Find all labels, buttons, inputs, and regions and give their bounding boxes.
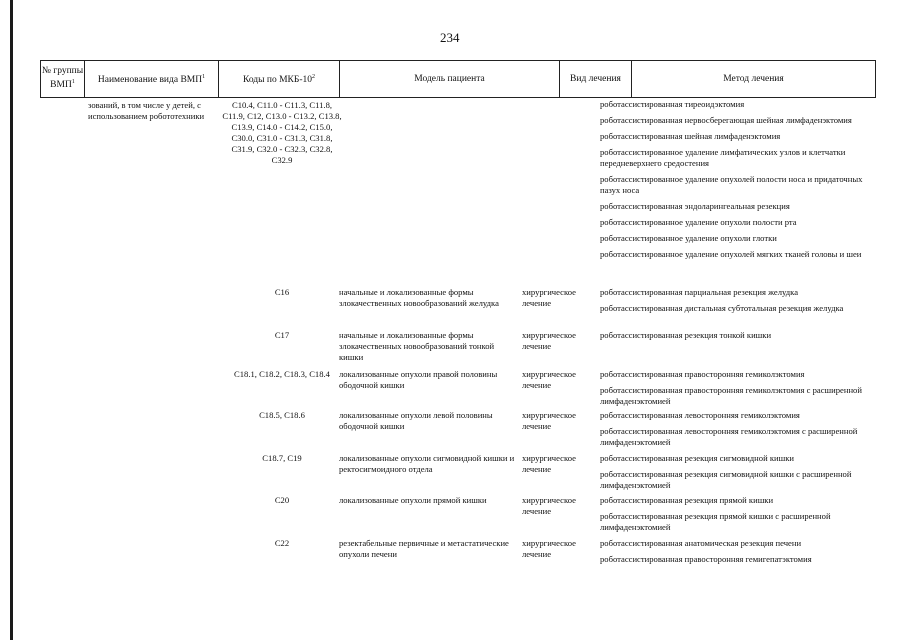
method-item: роботассистированная правосторонняя гемигепатэктомия bbox=[600, 554, 812, 564]
header-codes: Коды по МКБ-$10^2$ bbox=[218, 61, 339, 97]
method-list bbox=[600, 453, 870, 496]
method-list bbox=[600, 287, 870, 319]
header-model: Модель пациента bbox=[339, 61, 559, 97]
codes-continuation: C10.4, C11.0 - C11.3, C11.8, C11.9, C12, C13.0 - C13.2, C13.8, C13.9, C14.0 - C14.2, C15.0, C30.0, C31.0 - C31.3, C31.8, C31.9, C32.0 - C32.3, C32.8, C32.9 bbox=[222, 100, 342, 165]
icd-code: C18.1, C18.2, C18.3, C18.4 bbox=[234, 369, 330, 379]
method-item: роботассистированная левосторонняя гемиколэктомия с расширенной лимфаденэктомией bbox=[600, 426, 858, 447]
header-method: Метод лечения bbox=[631, 61, 876, 97]
treatment-type: хирургическое лечение bbox=[522, 453, 576, 474]
method-list bbox=[600, 330, 870, 346]
icd-code: C17 bbox=[274, 330, 290, 340]
method-item: роботассистированная резекция тонкой кишки bbox=[600, 330, 772, 340]
method-item: роботассистированная резекция сигмовидной кишки bbox=[600, 453, 794, 463]
patient-model: начальные и локализованные формы злокачественных новообразований желудка bbox=[339, 287, 499, 308]
method-item: роботассистированная парциальная резекция желудка bbox=[600, 287, 799, 297]
table-header bbox=[40, 60, 876, 98]
patient-model: локализованные опухоли левой половины ободочной кишки bbox=[339, 410, 493, 431]
method-item: роботассистированная левосторонняя гемиколэктомия bbox=[600, 410, 800, 420]
icd-code: C16 bbox=[274, 287, 290, 297]
treatment-type: хирургическое лечение bbox=[522, 410, 576, 431]
method-item: роботассистированная дистальная субтотальная резекция желудка bbox=[600, 303, 844, 313]
method-item: роботассистированная анатомическая резекция печени bbox=[600, 538, 802, 548]
treatment-type: хирургическое лечение bbox=[522, 330, 576, 351]
icd-code: C20 bbox=[274, 495, 290, 505]
method-list bbox=[600, 495, 870, 538]
page-edge-bar bbox=[10, 0, 13, 640]
patient-model: начальные и локализованные формы злокачественных новообразований тонкой кишки bbox=[339, 330, 495, 362]
method-item: роботассистированная резекция прямой кишки с расширенной лимфаденэктомией bbox=[600, 511, 831, 532]
method-item: роботассистированная правосторонняя гемиколэктомия с расширенной лимфаденэктомией bbox=[600, 385, 862, 406]
patient-model: локализованные опухоли правой половины ободочной кишки bbox=[339, 369, 498, 390]
method-list bbox=[600, 538, 870, 570]
method-list bbox=[600, 410, 870, 453]
method-item: роботассистированная шейная лимфаденэктомия bbox=[600, 131, 781, 141]
method-item: роботассистированная правосторонняя гемиколэктомия bbox=[600, 369, 805, 379]
icd-code: C18.5, C18.6 bbox=[259, 410, 305, 420]
treatment-type: хирургическое лечение bbox=[522, 369, 576, 390]
method-item: роботассистированное удаление опухолей мягких тканей головы и шеи bbox=[600, 249, 862, 259]
patient-model: резектабельные первичные и метастатические опухоли печени bbox=[339, 538, 509, 559]
treatment-type: хирургическое лечение bbox=[522, 495, 576, 516]
treatment-type: хирургическое лечение bbox=[522, 287, 576, 308]
method-item: роботассистированная нервосберегающая шейная лимфаденэктомия bbox=[600, 115, 852, 125]
method-item: роботассистированное удаление опухоли глотки bbox=[600, 233, 777, 243]
method-item: роботассистированное удаление опухоли полости рта bbox=[600, 217, 797, 227]
patient-model: локализованные опухоли прямой кишки bbox=[339, 495, 487, 505]
header-treatment-type: Вид лечения bbox=[559, 61, 631, 97]
method-item: роботассистированная эндоларингеальная резекция bbox=[600, 201, 790, 211]
icd-code: C18.7, C19 bbox=[262, 453, 302, 463]
method-item: роботассистированная тиреоидэктомия bbox=[600, 99, 745, 109]
vmp-name-continuation: зований, в том числе у детей, с использованием робототехники bbox=[88, 100, 205, 121]
method-item: роботассистированное удаление лимфатических узлов и клетчатки передневерхнего средостения bbox=[600, 147, 846, 168]
method-item: роботассистированная резекция прямой кишки bbox=[600, 495, 774, 505]
page-number: 234 bbox=[440, 30, 460, 45]
method-item: роботассистированное удаление опухолей полости носа и придаточных пазух носа bbox=[600, 174, 863, 195]
methods-continuation bbox=[600, 99, 870, 265]
icd-code: C22 bbox=[274, 538, 290, 548]
header-vmp-name: Наименование вида ВМП$^1$ bbox=[84, 61, 218, 97]
header-group-no: № группы ВМП$^1$ bbox=[40, 61, 84, 97]
method-item: роботассистированная резекция сигмовидной кишки с расширенной лимфаденэктомией bbox=[600, 469, 852, 490]
method-list bbox=[600, 369, 870, 412]
treatment-type: хирургическое лечение bbox=[522, 538, 576, 559]
patient-model: локализованные опухоли сигмовидной кишки и ректосигмоидного отдела bbox=[339, 453, 515, 474]
